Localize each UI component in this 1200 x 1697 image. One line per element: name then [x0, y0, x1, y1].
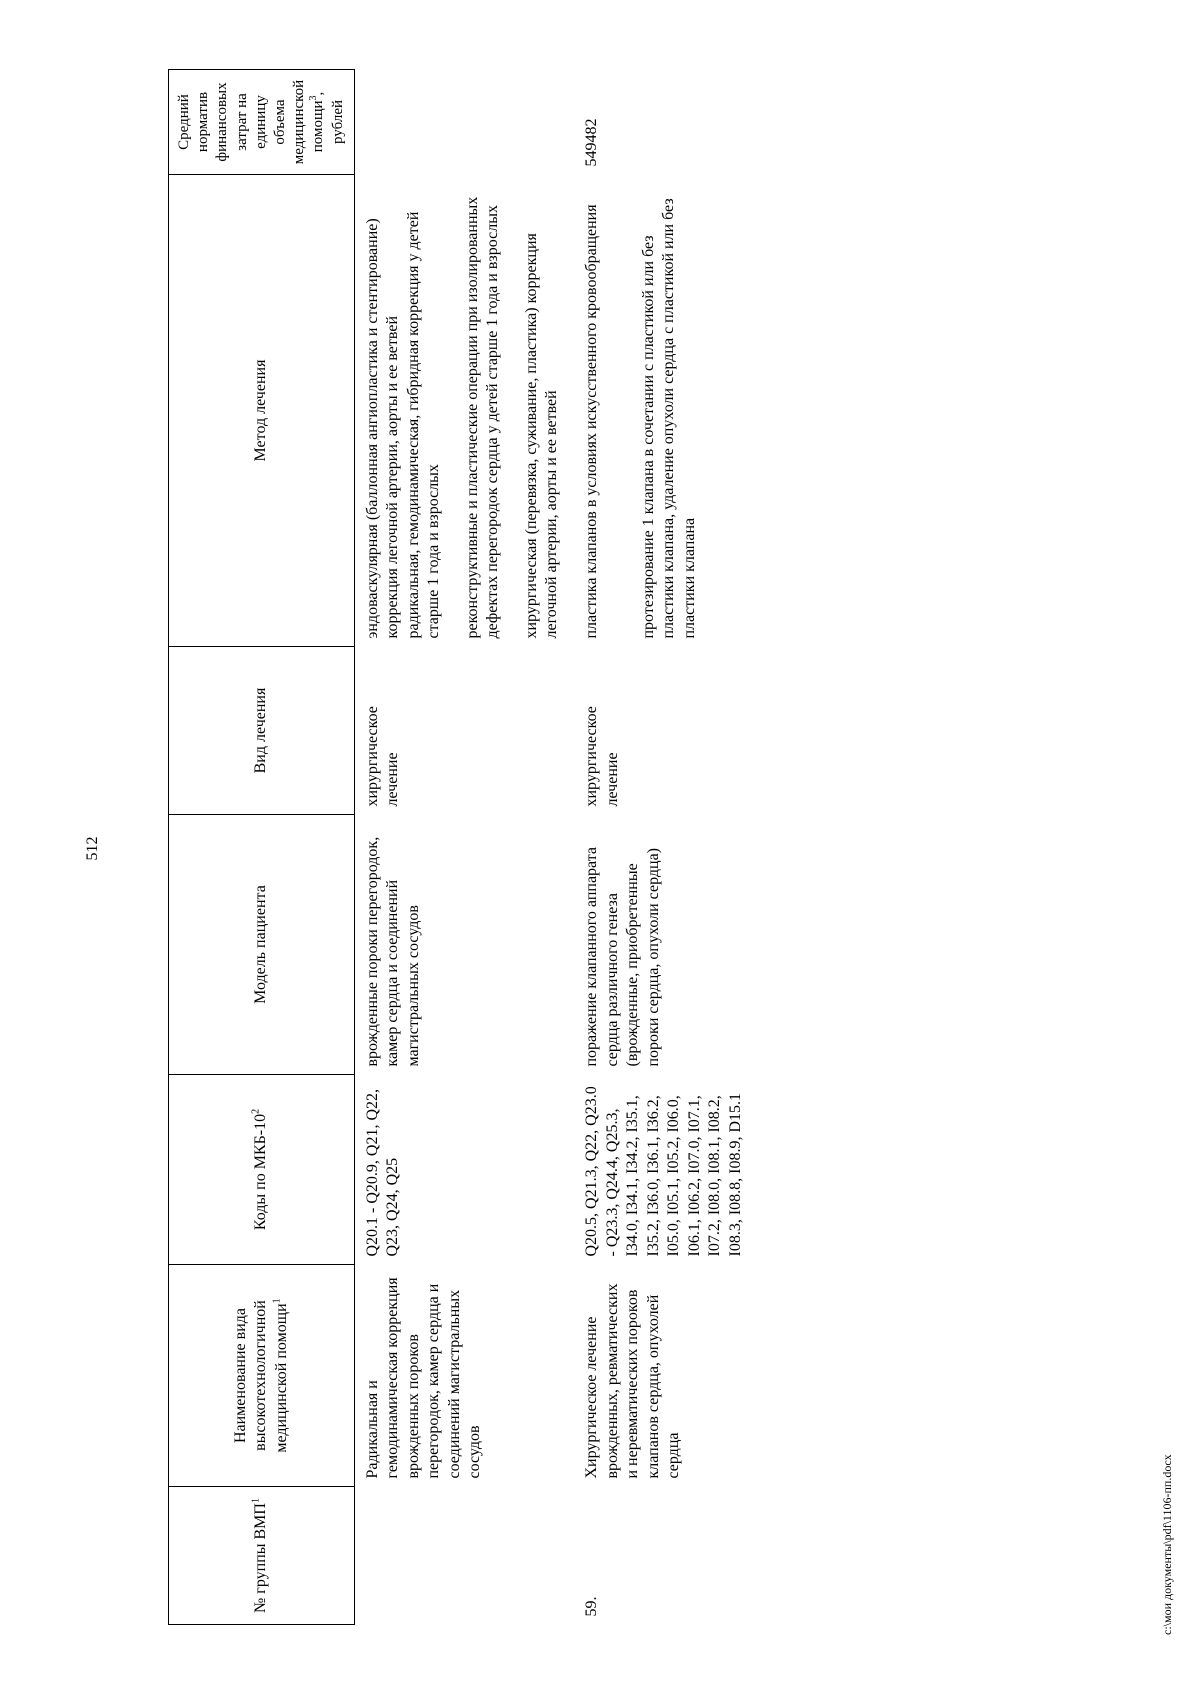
cell-treatment-type: хирургическое лечение	[583, 706, 621, 807]
cell-codes: Q20.1 - Q20.9, Q21, Q22, Q23, Q24, Q25	[363, 1088, 402, 1257]
header-method: Метод лечения	[169, 175, 355, 647]
page-number: 512	[84, 836, 101, 861]
cell-name: Хирургическое лечение врожденных, ревматических и неревматических пороков клапанов сердца, опухолей сердца	[583, 1283, 683, 1479]
header-name: Наименование вида высокотехнологичной медицинской помощи$^1$	[169, 1265, 355, 1487]
method-text: пластика клапанов в условиях искусственного кровообращения	[583, 204, 601, 639]
cell-treatment-type: хирургическое лечение	[363, 706, 402, 807]
cell-codes: Q20.5, Q21.3, Q22, Q23.0 - Q23.3, Q24.4, Q25.3, I34.0, I34.1, I34.2, I35.1, I35.2, I36.0, I36.1, I36.2, I05.0, I05.1, I05.2, I06.0, I06.1, I06.2, I07.0, I07.1, I07.2, I08.0, I08.1, I08.2, I08.3, I08.8, I08.9, D15.1	[583, 1086, 744, 1257]
cell-method	[568, 175, 752, 647]
method-text: эндоваскулярная (баллонная ангиопластика и стентирование) коррекция легочной артерии, аорты и ее ветвей	[363, 218, 402, 639]
footer-file-path: c:\мои документы\pdf\1106-пп.docx	[1160, 1454, 1174, 1635]
cell-method	[354, 175, 568, 647]
vmp-table	[168, 69, 752, 1625]
method-text: радикальная, гемодинамическая, гибридная коррекция у детей старше 1 года и взрослых	[404, 211, 443, 639]
cell-group: 59.	[583, 1596, 601, 1617]
header-codes: Коды по МКБ-$10^2$	[169, 1075, 355, 1265]
cell-cost	[354, 70, 568, 175]
cell-name: Радикальная и гемодинамическая коррекция врожденных пороков перегородок, камер сердца и соединений магистральных сосудов	[363, 1277, 484, 1479]
header-treatment-type: Вид лечения	[169, 647, 355, 815]
header-model: Модель пациента	[169, 815, 355, 1075]
table-header-row	[169, 70, 355, 1625]
vmp-table-wrapper	[168, 70, 752, 1625]
method-text: реконструктивные и пластические операции при изолированных дефектах перегородок сердца у детей старше 1 года и взрослых	[463, 196, 502, 639]
cell-model: врожденные пороки перегородок, камер сердца и соединений магистральных сосудов	[363, 836, 422, 1067]
method-text: хирургическая (перевязка, суживание, пластика) коррекция легочной артерии, аорты и ее ветвей	[522, 233, 560, 639]
table-row	[354, 70, 568, 1625]
cell-group	[354, 1487, 568, 1625]
header-group: № группы ВМП$^1$	[169, 1487, 355, 1625]
cell-model: поражение клапанного аппарата сердца различного генеза (врожденные, приобретенные пороки сердца, опухоли сердца)	[583, 846, 662, 1067]
table-row	[568, 70, 752, 1625]
cell-cost: 549482	[583, 118, 601, 167]
header-cost: Средний норматив финансовых затрат на единицу объема медицинской помощи$^3$, рублей	[169, 70, 355, 175]
method-text: протезирование 1 клапана в сочетании с пластикой или без пластики клапана, удаление опухоли сердца с пластикой или без пластики клапана	[639, 198, 698, 639]
